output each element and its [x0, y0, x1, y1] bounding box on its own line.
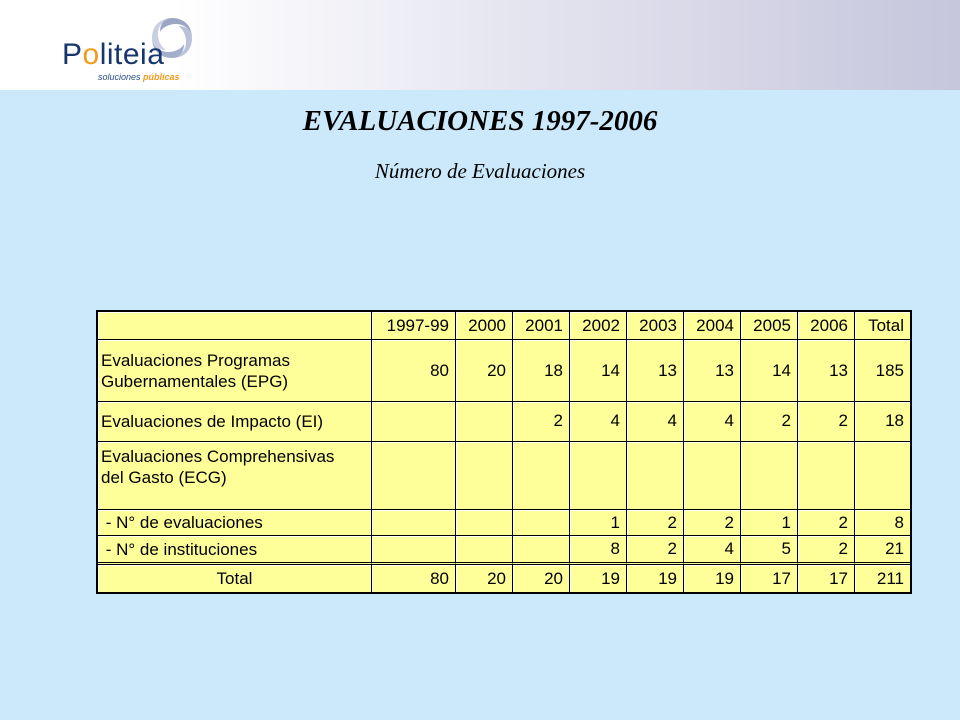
- table-cell: 19: [684, 565, 741, 592]
- table-cell: 20: [456, 565, 513, 592]
- table-cell: 80: [372, 340, 456, 402]
- table-cell: 4: [684, 536, 741, 565]
- header-cell: 2006: [798, 312, 855, 340]
- table-cell: 2: [798, 402, 855, 441]
- table-cell: 13: [684, 340, 741, 402]
- table-cell: 8: [570, 536, 627, 565]
- logo-wordmark: Politeia: [62, 38, 165, 71]
- table-cell: [372, 536, 456, 565]
- row-label: Total: [98, 565, 372, 592]
- table-cell: [627, 442, 684, 510]
- table-cell: [513, 536, 570, 565]
- table-row: [98, 442, 910, 510]
- table-header-row: [98, 312, 910, 340]
- table-cell: 4: [684, 402, 741, 441]
- table-cell: 211: [855, 565, 910, 592]
- header-cell: 2001: [513, 312, 570, 340]
- row-label: Evaluaciones de Impacto (EI): [98, 402, 372, 441]
- header-cell: 2005: [741, 312, 798, 340]
- table-cell: 21: [855, 536, 910, 565]
- table-cell: 2: [741, 402, 798, 441]
- table-cell: [570, 442, 627, 510]
- row-label: - N° de evaluaciones: [98, 510, 372, 536]
- table-cell: [372, 510, 456, 536]
- row-label: Evaluaciones Comprehensivas del Gasto (ECG): [98, 442, 372, 510]
- table-cell: 2: [798, 536, 855, 565]
- page-subtitle: Número de Evaluaciones: [374, 159, 586, 183]
- row-label: Evaluaciones Programas Gubernamentales (EPG): [98, 340, 372, 402]
- table-cell: 2: [513, 402, 570, 441]
- table-cell: 8: [855, 510, 910, 536]
- header-cell: Total: [855, 312, 910, 340]
- table-cell: 13: [798, 340, 855, 402]
- table-cell: [456, 536, 513, 565]
- header-cell: 1997-99: [372, 312, 456, 340]
- table-cell: [798, 442, 855, 510]
- table-cell: 4: [627, 402, 684, 441]
- table-cell: [456, 402, 513, 441]
- table-cell: 20: [456, 340, 513, 402]
- table-row: [98, 510, 910, 536]
- table-cell: 18: [855, 402, 910, 441]
- table-cell: 1: [570, 510, 627, 536]
- table-cell: 2: [627, 510, 684, 536]
- page-title: EVALUACIONES 1997-2006: [302, 105, 658, 137]
- table-row: [98, 536, 910, 565]
- table-cell: 2: [684, 510, 741, 536]
- logo-tagline: soluciones públicas: [98, 72, 180, 82]
- row-label: - N° de instituciones: [98, 536, 372, 565]
- table-row: [98, 402, 910, 441]
- politeia-logo: [62, 12, 202, 82]
- table-row: [98, 340, 910, 402]
- header-cell: [98, 312, 372, 340]
- evaluations-table: [96, 310, 912, 594]
- table-cell: 13: [627, 340, 684, 402]
- table-cell: 17: [798, 565, 855, 592]
- table-cell: 5: [741, 536, 798, 565]
- table-cell: [513, 510, 570, 536]
- table-cell: 18: [513, 340, 570, 402]
- table-cell: 19: [570, 565, 627, 592]
- table-cell: [855, 442, 910, 510]
- table-cell: [456, 510, 513, 536]
- table-total-row: [98, 565, 910, 592]
- header-cell: 2004: [684, 312, 741, 340]
- table-cell: [513, 442, 570, 510]
- table-cell: [684, 442, 741, 510]
- table-cell: 2: [627, 536, 684, 565]
- table-cell: 17: [741, 565, 798, 592]
- table-cell: 80: [372, 565, 456, 592]
- header-cell: 2003: [627, 312, 684, 340]
- table-cell: [372, 402, 456, 441]
- table-cell: 2: [798, 510, 855, 536]
- table-cell: 14: [570, 340, 627, 402]
- table-cell: 4: [570, 402, 627, 441]
- header-cell: 2000: [456, 312, 513, 340]
- table-cell: 20: [513, 565, 570, 592]
- table-cell: 14: [741, 340, 798, 402]
- table-cell: [741, 442, 798, 510]
- table-cell: [456, 442, 513, 510]
- table-cell: 1: [741, 510, 798, 536]
- table-cell: [372, 442, 456, 510]
- table-cell: 19: [627, 565, 684, 592]
- table-cell: 185: [855, 340, 910, 402]
- header-cell: 2002: [570, 312, 627, 340]
